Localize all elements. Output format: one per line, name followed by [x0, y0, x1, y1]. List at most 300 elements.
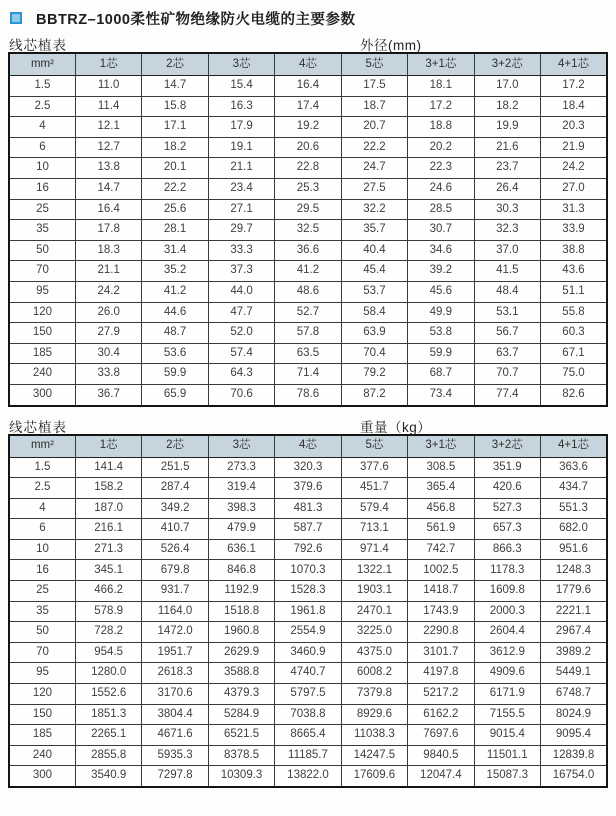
value-cell: 308.5: [408, 457, 474, 478]
value-cell: 22.2: [142, 178, 208, 199]
value-cell: 319.4: [208, 478, 274, 499]
value-cell: 5449.1: [541, 663, 608, 684]
value-cell: 1280.0: [75, 663, 141, 684]
value-cell: 6748.7: [541, 684, 608, 705]
cross-section-cell: 25: [9, 199, 75, 220]
value-cell: 273.3: [208, 457, 274, 478]
value-cell: 18.8: [408, 117, 474, 138]
value-cell: 14.7: [75, 178, 141, 199]
value-cell: 4671.6: [142, 725, 208, 746]
value-cell: 479.9: [208, 519, 274, 540]
table-row: [9, 478, 607, 499]
weight-unit-label: 重量（kg）: [360, 419, 432, 435]
value-cell: 57.4: [208, 343, 274, 364]
value-cell: 451.7: [341, 478, 407, 499]
value-cell: 526.4: [142, 539, 208, 560]
outer-diameter-caption-row: [8, 34, 608, 51]
value-cell: 12.1: [75, 117, 141, 138]
value-cell: 363.6: [541, 457, 608, 478]
cross-section-cell: 240: [9, 745, 75, 766]
value-cell: 17.2: [408, 96, 474, 117]
value-cell: 63.5: [275, 343, 341, 364]
cross-section-cell: 16: [9, 560, 75, 581]
value-cell: 345.1: [75, 560, 141, 581]
value-cell: 21.1: [208, 158, 274, 179]
table-row: [9, 302, 607, 323]
value-cell: 17.8: [75, 220, 141, 241]
value-cell: 578.9: [75, 601, 141, 622]
value-cell: 16.3: [208, 96, 274, 117]
blue-square-bullet-icon: [10, 12, 22, 24]
value-cell: 4909.6: [474, 663, 540, 684]
value-cell: 52.7: [275, 302, 341, 323]
value-cell: 16.4: [75, 199, 141, 220]
table-row: [9, 178, 607, 199]
value-cell: 17.1: [142, 117, 208, 138]
value-cell: 65.9: [142, 384, 208, 405]
value-cell: 2618.3: [142, 663, 208, 684]
value-cell: 27.0: [541, 178, 608, 199]
value-cell: 1552.6: [75, 684, 141, 705]
value-cell: 2265.1: [75, 725, 141, 746]
column-header: 4芯: [275, 435, 341, 458]
value-cell: 7038.8: [275, 704, 341, 725]
weight-caption-row: [8, 416, 608, 433]
value-cell: 20.7: [341, 117, 407, 138]
outer-diameter-table-body: [9, 76, 607, 406]
table-row: [9, 581, 607, 602]
value-cell: 3588.8: [208, 663, 274, 684]
value-cell: 82.6: [541, 384, 608, 405]
value-cell: 15087.3: [474, 766, 540, 787]
value-cell: 579.4: [341, 498, 407, 519]
value-cell: 13.8: [75, 158, 141, 179]
value-cell: 31.4: [142, 240, 208, 261]
value-cell: 32.2: [341, 199, 407, 220]
value-cell: 27.9: [75, 323, 141, 344]
value-cell: 17.2: [541, 76, 608, 97]
column-header: 4+1芯: [541, 53, 608, 76]
value-cell: 20.2: [408, 137, 474, 158]
cross-section-cell: 1.5: [9, 76, 75, 97]
value-cell: 466.2: [75, 581, 141, 602]
table-row: [9, 323, 607, 344]
title-row: [10, 9, 608, 27]
table-row: [9, 519, 607, 540]
value-cell: 1418.7: [408, 581, 474, 602]
value-cell: 24.2: [75, 281, 141, 302]
value-cell: 21.9: [541, 137, 608, 158]
core-spec-label: 线芯植表: [9, 38, 67, 53]
value-cell: 657.3: [474, 519, 540, 540]
value-cell: 45.4: [341, 261, 407, 282]
value-cell: 4379.3: [208, 684, 274, 705]
value-cell: 75.0: [541, 364, 608, 385]
value-cell: 216.1: [75, 519, 141, 540]
value-cell: 11038.3: [341, 725, 407, 746]
value-cell: 18.1: [408, 76, 474, 97]
value-cell: 587.7: [275, 519, 341, 540]
cross-section-cell: 2.5: [9, 96, 75, 117]
value-cell: 18.3: [75, 240, 141, 261]
value-cell: 19.1: [208, 137, 274, 158]
value-cell: 24.7: [341, 158, 407, 179]
value-cell: 30.4: [75, 343, 141, 364]
value-cell: 36.6: [275, 240, 341, 261]
value-cell: 23.4: [208, 178, 274, 199]
value-cell: 951.6: [541, 539, 608, 560]
value-cell: 3612.9: [474, 642, 540, 663]
value-cell: 48.6: [275, 281, 341, 302]
table-row: [9, 281, 607, 302]
cross-section-cell: 150: [9, 323, 75, 344]
value-cell: 4740.7: [275, 663, 341, 684]
value-cell: 44.6: [142, 302, 208, 323]
value-cell: 47.7: [208, 302, 274, 323]
cross-section-cell: 120: [9, 302, 75, 323]
column-header: 2芯: [142, 435, 208, 458]
value-cell: 56.7: [474, 323, 540, 344]
cross-section-cell: 35: [9, 220, 75, 241]
header-row: [9, 53, 607, 76]
cross-section-cell: 50: [9, 240, 75, 261]
value-cell: 1951.7: [142, 642, 208, 663]
weight-table: [8, 434, 608, 789]
table-row: [9, 601, 607, 622]
value-cell: 19.2: [275, 117, 341, 138]
table-row: [9, 220, 607, 241]
column-header: mm²: [9, 435, 75, 458]
value-cell: 48.7: [142, 323, 208, 344]
value-cell: 6008.2: [341, 663, 407, 684]
column-header: 3芯: [208, 53, 274, 76]
value-cell: 12839.8: [541, 745, 608, 766]
value-cell: 713.1: [341, 519, 407, 540]
value-cell: 351.9: [474, 457, 540, 478]
value-cell: 1903.1: [341, 581, 407, 602]
cross-section-cell: 120: [9, 684, 75, 705]
value-cell: 14.7: [142, 76, 208, 97]
value-cell: 481.3: [275, 498, 341, 519]
cross-section-cell: 70: [9, 261, 75, 282]
value-cell: 7155.5: [474, 704, 540, 725]
cross-section-cell: 1.5: [9, 457, 75, 478]
value-cell: 45.6: [408, 281, 474, 302]
cross-section-cell: 6: [9, 137, 75, 158]
value-cell: 1322.1: [341, 560, 407, 581]
value-cell: 26.0: [75, 302, 141, 323]
cross-section-cell: 4: [9, 498, 75, 519]
value-cell: 9095.4: [541, 725, 608, 746]
value-cell: 27.1: [208, 199, 274, 220]
value-cell: 37.3: [208, 261, 274, 282]
value-cell: 846.8: [208, 560, 274, 581]
value-cell: 39.2: [408, 261, 474, 282]
value-cell: 1070.3: [275, 560, 341, 581]
value-cell: 7297.8: [142, 766, 208, 787]
value-cell: 6521.5: [208, 725, 274, 746]
cross-section-cell: 95: [9, 663, 75, 684]
header-row: [9, 435, 607, 458]
value-cell: 27.5: [341, 178, 407, 199]
column-header: 3+2芯: [474, 435, 540, 458]
cross-section-cell: 25: [9, 581, 75, 602]
value-cell: 18.7: [341, 96, 407, 117]
value-cell: 30.7: [408, 220, 474, 241]
value-cell: 158.2: [75, 478, 141, 499]
value-cell: 682.0: [541, 519, 608, 540]
value-cell: 3460.9: [275, 642, 341, 663]
cross-section-cell: 35: [9, 601, 75, 622]
value-cell: 70.4: [341, 343, 407, 364]
value-cell: 456.8: [408, 498, 474, 519]
value-cell: 9015.4: [474, 725, 540, 746]
value-cell: 35.7: [341, 220, 407, 241]
value-cell: 1164.0: [142, 601, 208, 622]
value-cell: 1743.9: [408, 601, 474, 622]
value-cell: 10309.3: [208, 766, 274, 787]
value-cell: 20.1: [142, 158, 208, 179]
value-cell: 271.3: [75, 539, 141, 560]
value-cell: 29.7: [208, 220, 274, 241]
column-header: 1芯: [75, 435, 141, 458]
cross-section-cell: 185: [9, 343, 75, 364]
value-cell: 59.9: [408, 343, 474, 364]
value-cell: 64.3: [208, 364, 274, 385]
value-cell: 43.6: [541, 261, 608, 282]
value-cell: 21.1: [75, 261, 141, 282]
value-cell: 377.6: [341, 457, 407, 478]
value-cell: 636.1: [208, 539, 274, 560]
value-cell: 11501.1: [474, 745, 540, 766]
column-header: 4芯: [275, 53, 341, 76]
value-cell: 14247.5: [341, 745, 407, 766]
value-cell: 24.6: [408, 178, 474, 199]
value-cell: 53.1: [474, 302, 540, 323]
outer-diameter-unit-label: 外径(mm): [360, 38, 422, 53]
value-cell: 349.2: [142, 498, 208, 519]
value-cell: 16.4: [275, 76, 341, 97]
value-cell: 29.5: [275, 199, 341, 220]
value-cell: 22.8: [275, 158, 341, 179]
cross-section-cell: 185: [9, 725, 75, 746]
value-cell: 2221.1: [541, 601, 608, 622]
value-cell: 41.2: [275, 261, 341, 282]
value-cell: 971.4: [341, 539, 407, 560]
table-row: [9, 240, 607, 261]
value-cell: 8665.4: [275, 725, 341, 746]
value-cell: 20.6: [275, 137, 341, 158]
value-cell: 1002.5: [408, 560, 474, 581]
value-cell: 6171.9: [474, 684, 540, 705]
value-cell: 434.7: [541, 478, 608, 499]
value-cell: 2855.8: [75, 745, 141, 766]
value-cell: 8378.5: [208, 745, 274, 766]
outer-diameter-table: [8, 52, 608, 407]
value-cell: 679.8: [142, 560, 208, 581]
value-cell: 67.1: [541, 343, 608, 364]
value-cell: 59.9: [142, 364, 208, 385]
value-cell: 141.4: [75, 457, 141, 478]
value-cell: 561.9: [408, 519, 474, 540]
table-row: [9, 261, 607, 282]
cross-section-cell: 16: [9, 178, 75, 199]
value-cell: 36.7: [75, 384, 141, 405]
column-header: 4+1芯: [541, 435, 608, 458]
value-cell: 3101.7: [408, 642, 474, 663]
value-cell: 38.8: [541, 240, 608, 261]
table-row: [9, 745, 607, 766]
value-cell: 63.9: [341, 323, 407, 344]
value-cell: 16754.0: [541, 766, 608, 787]
value-cell: 33.9: [541, 220, 608, 241]
value-cell: 251.5: [142, 457, 208, 478]
table-row: [9, 684, 607, 705]
value-cell: 20.3: [541, 117, 608, 138]
value-cell: 931.7: [142, 581, 208, 602]
value-cell: 1192.9: [208, 581, 274, 602]
value-cell: 954.5: [75, 642, 141, 663]
table-row: [9, 539, 607, 560]
value-cell: 1851.3: [75, 704, 141, 725]
value-cell: 12047.4: [408, 766, 474, 787]
value-cell: 3540.9: [75, 766, 141, 787]
value-cell: 49.9: [408, 302, 474, 323]
value-cell: 44.0: [208, 281, 274, 302]
value-cell: 32.5: [275, 220, 341, 241]
table-row: [9, 704, 607, 725]
table-row: [9, 76, 607, 97]
page-title: BBTRZ–1000柔性矿物绝缘防火电缆的主要参数: [36, 11, 356, 28]
column-header: 3+1芯: [408, 53, 474, 76]
column-header: 5芯: [341, 435, 407, 458]
value-cell: 8929.6: [341, 704, 407, 725]
table-row: [9, 457, 607, 478]
value-cell: 1248.3: [541, 560, 608, 581]
column-header: 5芯: [341, 53, 407, 76]
value-cell: 22.2: [341, 137, 407, 158]
table-row: [9, 96, 607, 117]
table-row: [9, 642, 607, 663]
value-cell: 63.7: [474, 343, 540, 364]
value-cell: 71.4: [275, 364, 341, 385]
value-cell: 2470.1: [341, 601, 407, 622]
cross-section-cell: 300: [9, 766, 75, 787]
outer-diameter-table-header: [9, 53, 607, 76]
table-row: [9, 622, 607, 643]
table-row: [9, 766, 607, 787]
value-cell: 11.4: [75, 96, 141, 117]
value-cell: 55.8: [541, 302, 608, 323]
value-cell: 33.3: [208, 240, 274, 261]
value-cell: 3225.0: [341, 622, 407, 643]
value-cell: 32.3: [474, 220, 540, 241]
cross-section-cell: 50: [9, 622, 75, 643]
value-cell: 23.7: [474, 158, 540, 179]
value-cell: 17609.6: [341, 766, 407, 787]
value-cell: 5797.5: [275, 684, 341, 705]
table-row: [9, 725, 607, 746]
value-cell: 15.8: [142, 96, 208, 117]
cross-section-cell: 2.5: [9, 478, 75, 499]
value-cell: 19.9: [474, 117, 540, 138]
value-cell: 40.4: [341, 240, 407, 261]
value-cell: 1518.8: [208, 601, 274, 622]
value-cell: 1961.8: [275, 601, 341, 622]
value-cell: 5284.9: [208, 704, 274, 725]
value-cell: 26.4: [474, 178, 540, 199]
value-cell: 13822.0: [275, 766, 341, 787]
value-cell: 57.8: [275, 323, 341, 344]
value-cell: 17.0: [474, 76, 540, 97]
column-header: 3+1芯: [408, 435, 474, 458]
table-row: [9, 158, 607, 179]
weight-table-body: [9, 457, 607, 787]
cross-section-cell: 10: [9, 158, 75, 179]
value-cell: 41.2: [142, 281, 208, 302]
column-header: 3芯: [208, 435, 274, 458]
column-header: 1芯: [75, 53, 141, 76]
value-cell: 365.4: [408, 478, 474, 499]
value-cell: 53.7: [341, 281, 407, 302]
value-cell: 527.3: [474, 498, 540, 519]
value-cell: 728.2: [75, 622, 141, 643]
value-cell: 7379.8: [341, 684, 407, 705]
value-cell: 18.4: [541, 96, 608, 117]
value-cell: 18.2: [142, 137, 208, 158]
value-cell: 410.7: [142, 519, 208, 540]
value-cell: 53.6: [142, 343, 208, 364]
value-cell: 17.5: [341, 76, 407, 97]
table-row: [9, 560, 607, 581]
cross-section-cell: 10: [9, 539, 75, 560]
value-cell: 9840.5: [408, 745, 474, 766]
value-cell: 11185.7: [275, 745, 341, 766]
cross-section-cell: 6: [9, 519, 75, 540]
cross-section-cell: 240: [9, 364, 75, 385]
value-cell: 866.3: [474, 539, 540, 560]
value-cell: 287.4: [142, 478, 208, 499]
value-cell: 21.6: [474, 137, 540, 158]
value-cell: 551.3: [541, 498, 608, 519]
value-cell: 2629.9: [208, 642, 274, 663]
cross-section-cell: 95: [9, 281, 75, 302]
value-cell: 1472.0: [142, 622, 208, 643]
value-cell: 1528.3: [275, 581, 341, 602]
value-cell: 3804.4: [142, 704, 208, 725]
value-cell: 12.7: [75, 137, 141, 158]
value-cell: 17.9: [208, 117, 274, 138]
value-cell: 187.0: [75, 498, 141, 519]
value-cell: 2604.4: [474, 622, 540, 643]
core-spec-label: 线芯植表: [9, 419, 67, 435]
value-cell: 60.3: [541, 323, 608, 344]
value-cell: 70.6: [208, 384, 274, 405]
cross-section-cell: 4: [9, 117, 75, 138]
value-cell: 11.0: [75, 76, 141, 97]
table-row: [9, 364, 607, 385]
value-cell: 6162.2: [408, 704, 474, 725]
value-cell: 792.6: [275, 539, 341, 560]
value-cell: 25.3: [275, 178, 341, 199]
value-cell: 73.4: [408, 384, 474, 405]
value-cell: 28.5: [408, 199, 474, 220]
value-cell: 34.6: [408, 240, 474, 261]
value-cell: 22.3: [408, 158, 474, 179]
value-cell: 742.7: [408, 539, 474, 560]
value-cell: 37.0: [474, 240, 540, 261]
value-cell: 78.6: [275, 384, 341, 405]
